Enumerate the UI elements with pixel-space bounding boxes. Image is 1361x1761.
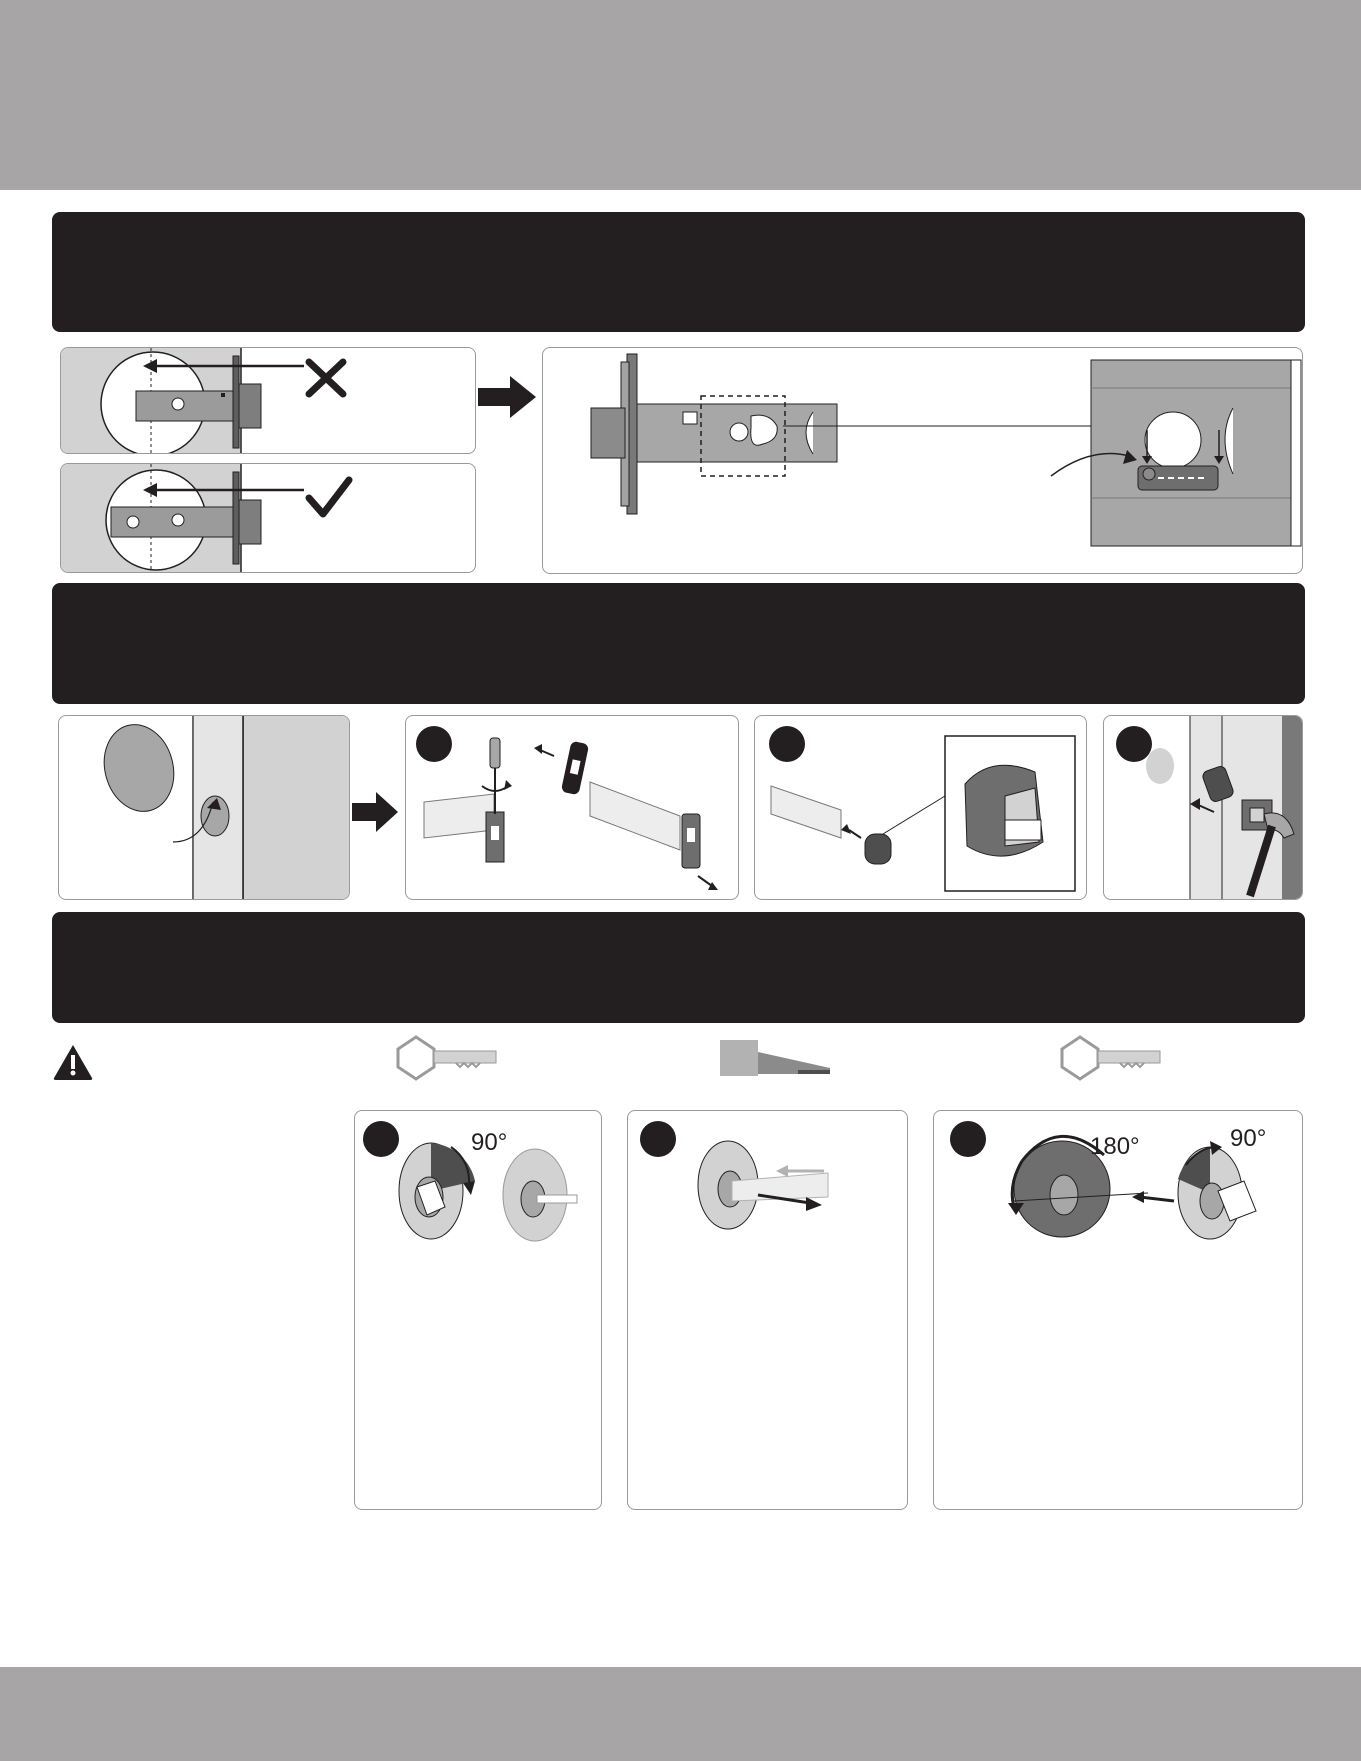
drive-adapter-panel [754,715,1087,900]
faceplate-swap-panel [405,715,739,900]
section-bar-3 [52,912,1305,1023]
hammer-panel [1103,715,1303,900]
cross-icon [305,358,347,398]
arrow-right-icon [478,376,538,418]
rotation-angle-label: 90° [471,1129,508,1156]
latch-correct-panel [60,463,476,573]
smartkey-tool-icon [718,1038,832,1078]
section-bar-1 [52,212,1305,332]
rotation-angle-label: 180° [1090,1133,1140,1160]
key-icon [1060,1035,1164,1081]
warning-icon [52,1043,94,1081]
door-edge-illustration [59,716,349,899]
latch-correct-illustration [61,464,475,572]
checkmark-icon [305,476,353,518]
latch-detail-panel [542,347,1303,574]
latch-detail-illustration [543,348,1302,573]
rekey-step-1-panel [354,1110,602,1510]
arrow-right-icon [352,792,398,832]
latch-wrong-illustration [61,348,475,453]
door-edge-panel [58,715,350,900]
footer-band [0,1667,1361,1761]
rotation-angle-label: 90° [1230,1125,1267,1152]
key-icon [396,1035,500,1081]
drive-adapter-illustration [755,716,1086,899]
header-band [0,0,1361,190]
section-bar-2 [52,583,1305,704]
rekey-step-2-panel [627,1110,908,1510]
rekey-step-2-illustration [628,1111,907,1251]
faceplate-swap-illustration [406,716,738,899]
rekey-step-3-panel [933,1110,1303,1510]
hammer-illustration [1104,716,1302,899]
latch-wrong-panel [60,347,476,454]
